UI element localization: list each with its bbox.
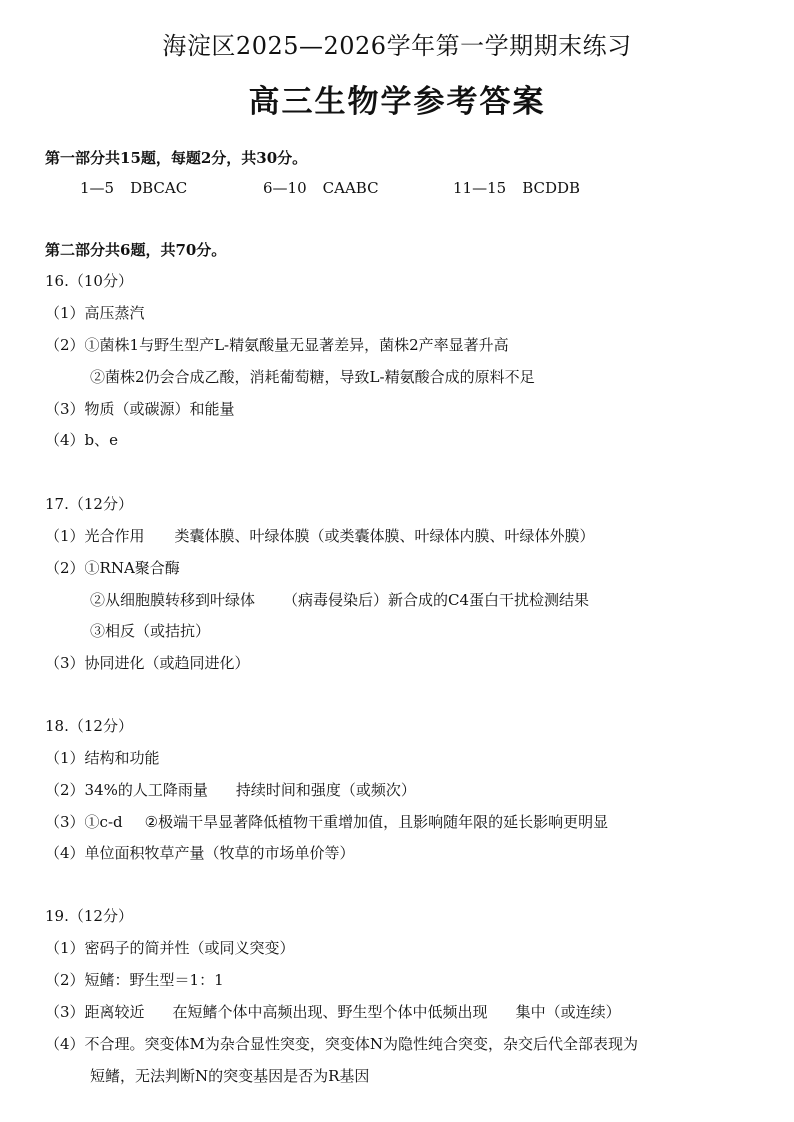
q17-answer-1: （1）光合作用 类囊体膜、叶绿体膜（或类囊体膜、叶绿体内膜、叶绿体外膜） [45,527,595,545]
q19-answer-2: （2）短鳍：野生型＝1：1 [45,971,224,989]
q18-answer-4: （4）单位面积牧草产量（牧草的市场单价等） [45,844,355,862]
q17-answer-2c: ③相反（或拮抗） [90,622,211,640]
part1-heading: 第一部分共15题，每题2分，共30分。 [45,149,308,167]
q18-heading: 18.（12分） [45,717,133,735]
q16-heading: 16.（10分） [45,272,133,290]
q17-heading: 17.（12分） [45,495,133,513]
q19-answer-4b: 短鳍，无法判断N的突变基因是否为R基因 [90,1067,370,1085]
q17-answer-2b: ②从细胞膜转移到叶绿体 （病毒侵染后）新合成的C4蛋白干扰检测结果 [90,591,590,609]
answer-letters: DBCAC [130,179,188,197]
answer-letters: CAABC [322,179,379,197]
answer-range: 6—10 [263,179,307,197]
part1-answer-group-2 [263,178,379,198]
q19-answer-3: （3）距离较近 在短鳍个体中高频出现、野生型个体中低频出现 集中（或连续） [45,1003,621,1021]
part2-heading: 第二部分共6题，共70分。 [45,241,227,259]
answer-range: 11—15 [453,179,507,197]
q16-answer-3: （3）物质（或碳源）和能量 [45,400,235,418]
q16-answer-2b: ②菌株2仍会合成乙酸，消耗葡萄糖，导致L-精氨酸合成的原料不足 [90,368,535,386]
answer-key-title: 高三生物学参考答案 [248,84,546,120]
q18-answer-1: （1）结构和功能 [45,749,160,767]
q18-answer-2: （2）34%的人工降雨量 持续时间和强度（或频次） [45,781,416,799]
q19-answer-1: （1）密码子的简并性（或同义突变） [45,939,295,957]
q16-answer-4: （4）b、e [45,431,119,449]
q17-answer-2: （2）①RNA聚合酶 [45,559,180,577]
q18-answer-3: （3）①c-d ②极端干旱显著降低植物干重增加值，且影响随年限的延长影响更明显 [45,813,609,831]
exam-title: 海淀区2025—2026学年第一学期期末练习 [162,32,632,60]
q19-answer-4: （4）不合理。突变体M为杂合显性突变，突变体N为隐性纯合突变，杂交后代全部表现为 [45,1035,639,1053]
answer-range: 1—5 [80,179,115,197]
part1-answer-group-3 [453,178,580,198]
q16-answer-1: （1）高压蒸汽 [45,304,145,322]
part1-answer-group-1 [80,178,187,198]
q19-heading: 19.（12分） [45,907,133,925]
q16-answer-2: （2）①菌株1与野生型产L-精氨酸量无显著差异，菌株2产率显著升高 [45,336,509,354]
answer-letters: BCDDB [522,179,581,197]
q17-answer-3: （3）协同进化（或趋同进化） [45,654,250,672]
